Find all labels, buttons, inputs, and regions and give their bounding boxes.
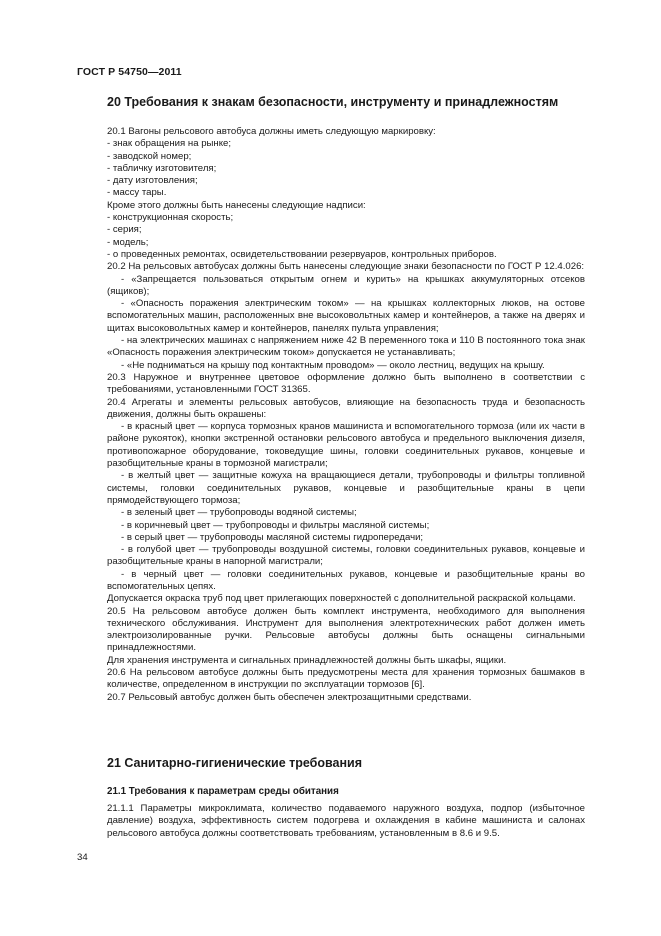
paragraph: - «Запрещается пользоваться открытым огнем и курить» на крышках аккумуляторных отсеков (ящиков); (107, 273, 585, 297)
paragraph: 20.2 На рельсовых автобусах должны быть нанесены следующие знаки безопасности по ГОСТ Р 12.4.026: (107, 261, 585, 273)
paragraph: 21.1.1 Параметры микроклимата, количество подаваемого наружного воздуха, подпор (избыточное давление) воздуха, эффективность систем подогрева и охлаждения в кабине машиниста и салонах рельсового автобуса должны соответствовать требованиям, установленным в 8.6 и 9.5. (107, 803, 585, 839)
document-header: ГОСТ Р 54750—2011 (77, 66, 182, 78)
paragraph: 20.3 Наружное и внутреннее цветовое оформление должно быть выполнено в соответствии с требованиями, установленными ГОСТ 31365. (107, 371, 585, 396)
subsection-title: 21.1 Требования к параметрам среды обитания (107, 786, 339, 797)
section-20-body (107, 126, 585, 704)
paragraph: - конструкционная скорость; (107, 212, 234, 224)
paragraph: - в черный цвет — головки соединительных рукавов, концевые и разобщительные краны во вспомогательных цепях. (107, 568, 585, 592)
section-21-heading (107, 756, 585, 771)
paragraph: - модель; (107, 236, 149, 248)
paragraph: - в коричневый цвет — трубопроводы и фильтры масляной системы; (121, 519, 430, 531)
paragraph: - заводской номер; (107, 150, 192, 162)
paragraph: Кроме этого должны быть нанесены следующие надписи: (107, 199, 366, 211)
paragraph: 20.5 На рельсовом автобусе должен быть комплект инструмента, необходимого для выполнения технического обслуживания. Инструмент для выполнения электротехнических работ должен иметь электроизолированные ручки. Рельсовые автобусы должны быть оснащены сигнальными принадлежностями. (107, 605, 585, 654)
page-number: 34 (77, 852, 88, 863)
paragraph: - серия; (107, 224, 142, 236)
paragraph: - о проведенных ремонтах, освидетельствовании резервуаров, контрольных приборов. (107, 248, 497, 260)
paragraph: - массу тары. (107, 187, 167, 199)
paragraph: - в зеленый цвет — трубопроводы водяной системы; (121, 507, 357, 519)
section-title: 20 Требования к знакам безопасности, инструменту и принадлежностям (107, 95, 559, 109)
paragraph: - «Опасность поражения электрическим током» — на крышках коллекторных люков, на остове вспомогательных машин, расположенных вне высоковольтных камер и контейнеров, а также на дверях и щитах высоковольтных камер и контейнеров, панелях пульта управления; (107, 298, 585, 334)
section-21-body (107, 803, 585, 840)
section-title: 21 Санитарно-гигиенические требования (107, 756, 363, 770)
paragraph: 20.1 Вагоны рельсового автобуса должны иметь следующую маркировку: (107, 126, 436, 137)
paragraph: Для хранения инструмента и сигнальных принадлежностей должны быть шкафы, ящики. (107, 654, 507, 666)
paragraph: 20.6 На рельсовом автобусе должны быть предусмотрены места для хранения тормозных башмаков в количестве, определенном в инструкции по эксплуатации тормозов [6]. (107, 667, 585, 691)
section-20-heading (107, 95, 585, 110)
paragraph: Допускается окраска труб под цвет прилегающих поверхностей с дополнительной раскраской кольцами. (107, 593, 576, 605)
paragraph: - в серый цвет — трубопроводы масляной системы гидропередачи; (121, 531, 424, 543)
paragraph: - в голубой цвет — трубопроводы воздушной системы, головки соединительных рукавов, концевые и разобщительные краны в напорной магистрали; (107, 544, 585, 568)
paragraph: - дату изготовления; (107, 175, 198, 187)
subsection-21-1-heading (107, 786, 585, 798)
paragraph: - в красный цвет — корпуса тормозных кранов машиниста и вспомогательного тормоза (или их части в районе рукояток), кнопки экстренной остановки рельсового автобуса и предельного выключения дизеля, противопожарное оборудование, токоведущие шины, головки соединительных рукавов, концевые и разобщительные краны в тормозной магистрали; (107, 421, 585, 470)
paragraph: 20.4 Агрегаты и элементы рельсовых автобусов, влияющие на безопасность труда и безопасность движения, должны быть окрашены: (107, 396, 585, 420)
paragraph: - «Не подниматься на крышу под контактным проводом» — около лестниц, ведущих на крышу. (121, 359, 545, 371)
paragraph: - в желтый цвет — защитные кожуха на вращающиеся детали, трубопроводы и фильтры топливной системы, головки соединительных рукавов, концевые и разобщительные краны в цепи прямодействующего тормоза; (107, 470, 585, 506)
paragraph: - на электрических машинах с напряжением ниже 42 В переменного тока и 110 В постоянного тока знак «Опасность поражения электрическим током» допускается не устанавливать; (107, 335, 585, 359)
paragraph: - знак обращения на рынке; (107, 138, 232, 150)
paragraph: - табличку изготовителя; (107, 162, 217, 174)
paragraph: 20.7 Рельсовый автобус должен быть обеспечен электрозащитными средствами. (107, 691, 472, 703)
